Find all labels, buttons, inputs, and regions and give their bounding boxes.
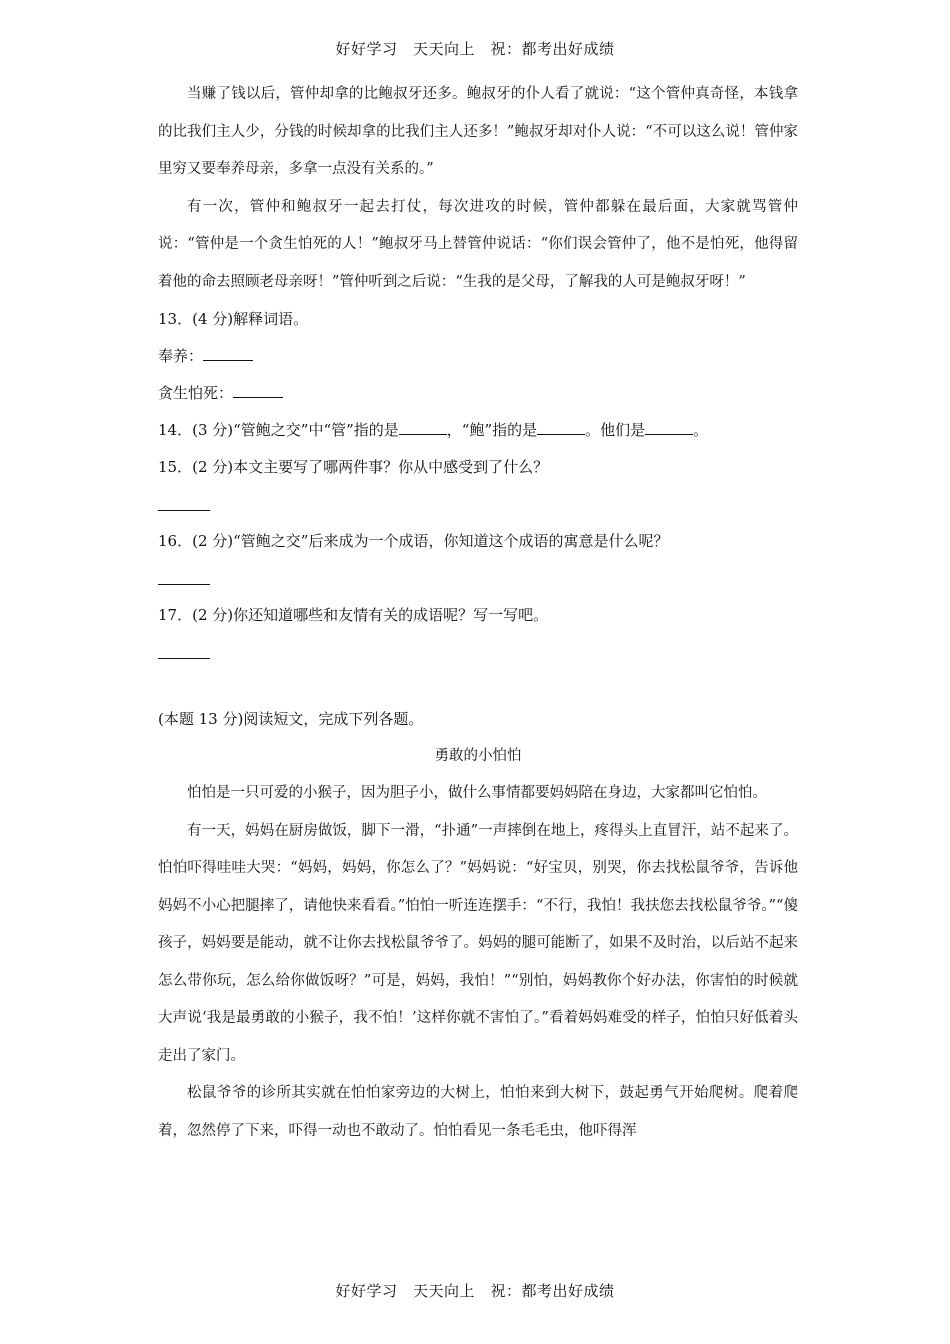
section-spacer <box>158 671 798 701</box>
question-13-item-2-label: 贪生怕死： <box>158 384 234 402</box>
question-14-part-3: 。他们是 <box>585 421 646 439</box>
answer-blank[interactable] <box>203 342 253 361</box>
answer-line[interactable] <box>158 560 210 585</box>
page-content <box>158 76 798 1150</box>
question-15: 15．(2 分)本文主要写了哪两件事？你从中感受到了什么？ <box>158 458 549 476</box>
passage1-paragraph-1: 当赚了钱以后，管仲却拿的比鲍叔牙还多。鲍叔牙的仆人看了就说：“这个管仲真奇怪，本钱拿的比我们主人少，分钱的时候却拿的比我们主人还多！”鲍叔牙却对仆人说：“不可以这么说！管仲家里穷又要奉养母亲，多拿一点没有关系的。” <box>158 86 798 177</box>
section2-intro: (本题 13 分)阅读短文，完成下列各题。 <box>158 710 424 728</box>
question-13-item-2 <box>158 375 798 412</box>
answer-blank[interactable] <box>537 416 585 435</box>
question-14-part-1: 14．(3 分)“管鲍之交”中“管”指的是 <box>158 421 399 439</box>
section2-paragraph-2: 有一天，妈妈在厨房做饭，脚下一滑，“扑通”一声摔倒在地上，疼得头上直冒汗，站不起来了。怕怕吓得哇哇大哭：“妈妈，妈妈，你怎么了？”妈妈说：“好宝贝，别哭，你去找松鼠爷爷，告诉他妈妈不小心把腿摔了，请他快来看看。”怕怕一听连连摆手：“不行，我怕！我扶您去找松鼠爷爷。”“傻孩子，妈妈要是能动，就不让你去找松鼠爷爷了。妈妈的腿可能断了，如果不及时治，以后站不起来怎么带你玩，怎么给你做饭呀？”可是，妈妈，我怕！”“别怕，妈妈教你个好办法，你害怕的时候就大声说‘我是最勇敢的小猴子，我不怕！’这样你就不害怕了。”看着妈妈难受的样子，怕怕只好低着头走出了家门。 <box>158 822 798 1064</box>
question-14-part-4: 。 <box>693 421 709 439</box>
answer-blank[interactable] <box>399 416 447 435</box>
question-13: 13．(4 分)解释词语。 <box>158 310 309 328</box>
answer-line[interactable] <box>158 634 210 659</box>
page-footer: 好好学习 天天向上 祝：都考出好成绩 <box>335 1282 615 1300</box>
question-16: 16．(2 分)“管鲍之交”后来成为一个成语，你知道这个成语的寓意是什么呢？ <box>158 532 669 550</box>
question-14 <box>158 412 798 449</box>
answer-line[interactable] <box>158 486 210 511</box>
question-14-part-2: ，“鲍”指的是 <box>446 421 538 439</box>
question-13-item-1 <box>158 338 798 375</box>
passage1-paragraph-2: 有一次，管仲和鲍叔牙一起去打仗，每次进攻的时候，管仲都躲在最后面，大家就骂管仲说：“管仲是一个贪生怕死的人！”鲍叔牙马上替管仲说话：“你们误会管仲了，他不是怕死，他得留着他的命去照顾老母亲呀！”管仲听到之后说：“生我的是父母，了解我的人可是鲍叔牙呀！” <box>158 198 798 290</box>
answer-blank[interactable] <box>233 379 283 398</box>
section2-title: 勇敢的小怕怕 <box>434 748 522 764</box>
answer-blank[interactable] <box>645 416 693 435</box>
question-17: 17．(2 分)你还知道哪些和友情有关的成语呢？写一写吧。 <box>158 606 549 624</box>
section2-paragraph-3: 松鼠爷爷的诊所其实就在怕怕家旁边的大树上，怕怕来到大树下，鼓起勇气开始爬树。爬着爬着，忽然停了下来，吓得一动也不敢动了。怕怕看见一条毛毛虫，他吓得浑 <box>158 1085 798 1139</box>
section2-paragraph-1: 怕怕是一只可爱的小猴子，因为胆子小，做什么事情都要妈妈陪在身边，大家都叫它怕怕。 <box>187 785 767 801</box>
question-13-item-1-label: 奉养： <box>158 347 204 365</box>
page-header: 好好学习 天天向上 祝：都考出好成绩 <box>335 40 615 58</box>
